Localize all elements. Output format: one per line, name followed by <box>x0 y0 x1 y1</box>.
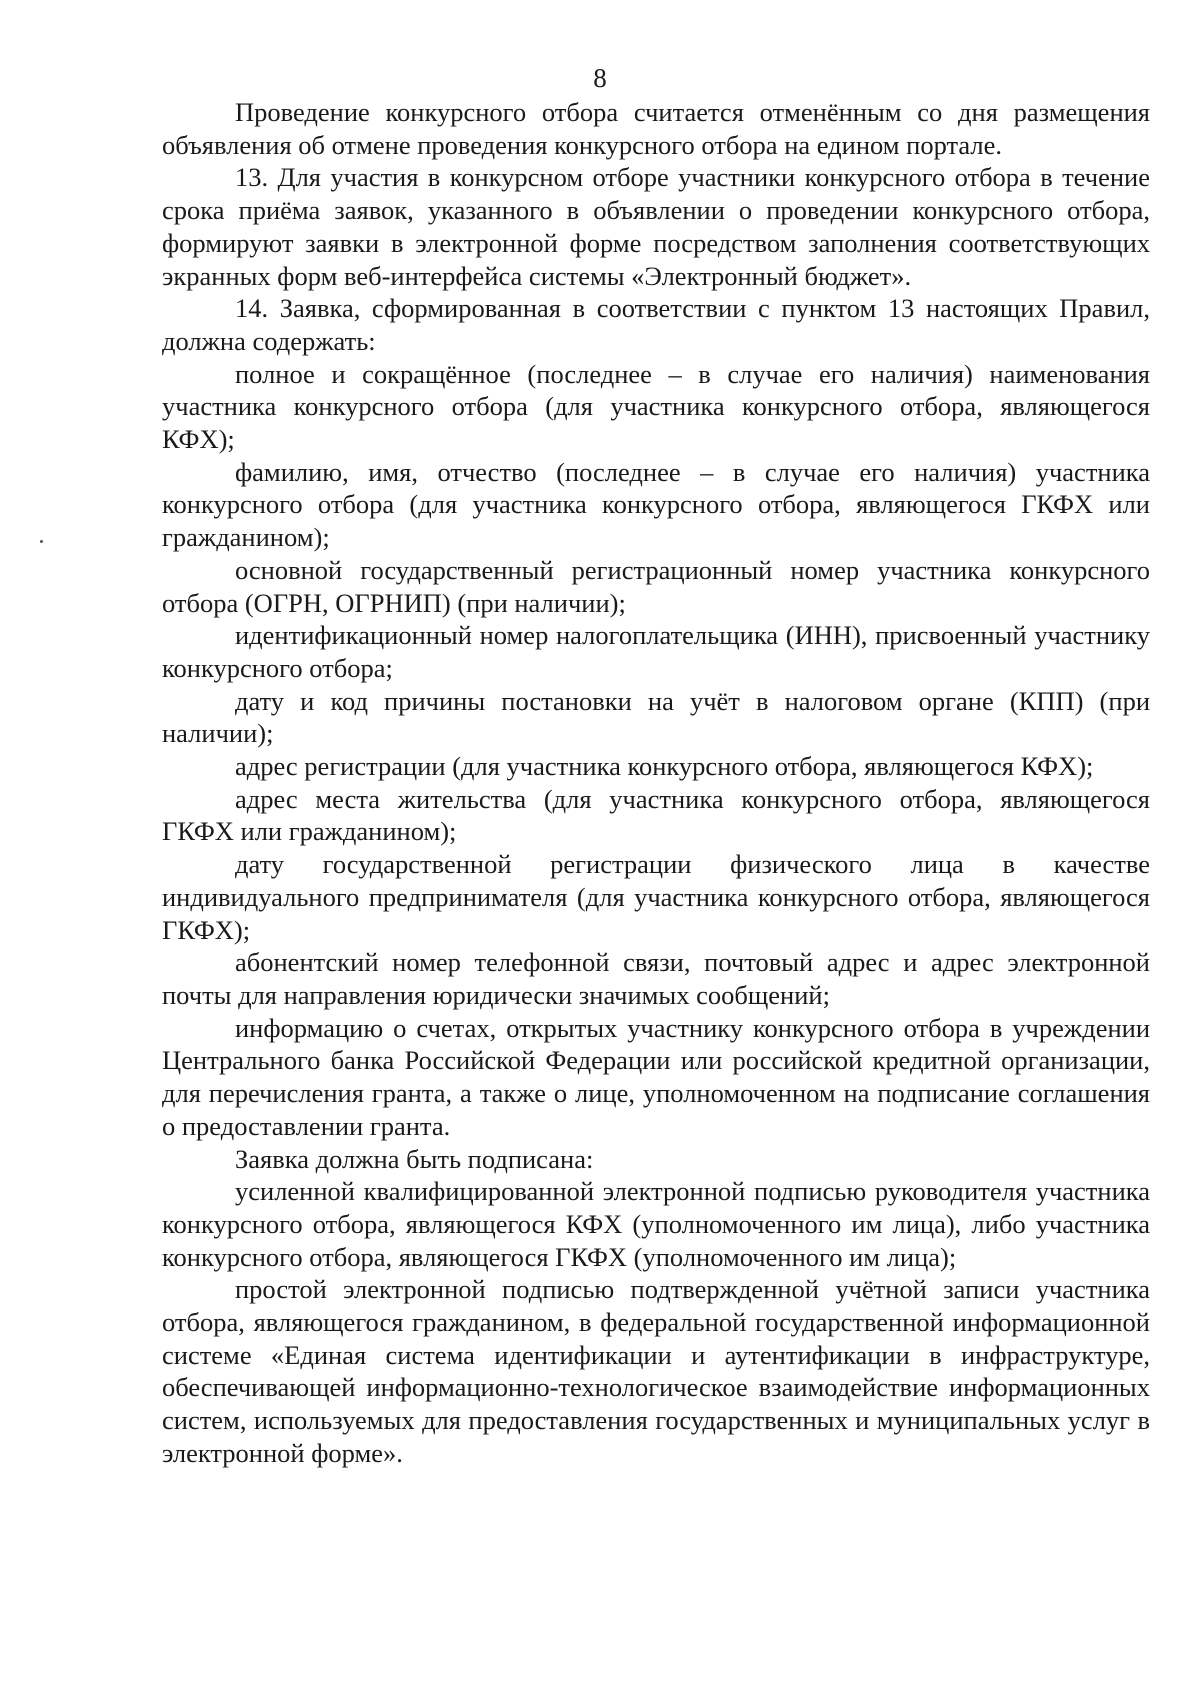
scan-speck <box>40 540 43 543</box>
paragraph: абонентский номер телефонной связи, почтовый адрес и адрес электронной почты для направления юридически значимых сообщений; <box>162 947 1150 1010</box>
page-number: 8 <box>593 63 607 93</box>
paragraph: усиленной квалифицированной электронной подписью руководителя участника конкурсного отбора, являющегося КФХ (уполномоченного им лица), либо участника конкурсного отбора, являющегося ГКФХ (уполномоченного им лица); <box>162 1176 1150 1272</box>
paragraph: 14. Заявка, сформированная в соответствии с пунктом 13 настоящих Правил, должна содержать: <box>162 293 1150 356</box>
paragraph: информацию о счетах, открытых участнику конкурсного отбора в учреждении Центрального банка Российской Федерации или российской кредитной организации, для перечисления гранта, а также о лице, уполномоченном на подписание соглашения о предоставлении гранта. <box>162 1012 1150 1141</box>
paragraph: 13. Для участия в конкурсном отборе участники конкурсного отбора в течение срока приёма заявок, указанного в объявлении о проведении конкурсного отбора, формируют заявки в электронной форме посредством заполнения соответствующих экранных форм веб-интерфейса системы «Электронный бюджет». <box>162 162 1150 291</box>
paragraph: адрес места жительства (для участника конкурсного отбора, являющегося ГКФХ или гражданином); <box>162 783 1150 847</box>
paragraph: Заявка должна быть подписана: <box>235 1143 594 1174</box>
paragraph: адрес регистрации (для участника конкурсного отбора, являющегося КФХ); <box>235 751 1094 782</box>
paragraph: простой электронной подписью подтвержденной учётной записи участника отбора, являющегося гражданином, в федеральной государственной информационной системе «Единая система идентификации и аутентификации в инфраструктуре, обеспечивающей информационно-технологическое взаимодействие информационных систем, используемых для предоставления государственных и муниципальных услуг в электронной форме». <box>162 1274 1150 1468</box>
document-body <box>162 96 1150 1470</box>
paragraph: полное и сокращённое (последнее – в случае его наличия) наименования участника конкурсного отбора (для участника конкурсного отбора, являющегося КФХ); <box>162 358 1150 455</box>
paragraph: дату государственной регистрации физического лица в качестве индивидуального предпринимателя (для участника конкурсного отбора, являющегося ГКФХ); <box>162 849 1150 945</box>
paragraph: идентификационный номер налогоплательщика (ИНН), присвоенный участнику конкурсного отбора; <box>162 620 1150 683</box>
paragraph: основной государственный регистрационный номер участника конкурсного отбора (ОГРН, ОГРНИП) (при наличии); <box>162 554 1150 618</box>
paragraph: дату и код причины постановки на учёт в налоговом органе (КПП) (при наличии); <box>162 685 1150 749</box>
paragraph: Проведение конкурсного отбора считается отменённым со дня размещения объявления об отмене проведения конкурсного отбора на едином портале. <box>162 97 1150 160</box>
paragraph: фамилию, имя, отчество (последнее – в случае его наличия) участника конкурсного отбора (для участника конкурсного отбора, являющегося ГКФХ или гражданином); <box>162 456 1150 553</box>
